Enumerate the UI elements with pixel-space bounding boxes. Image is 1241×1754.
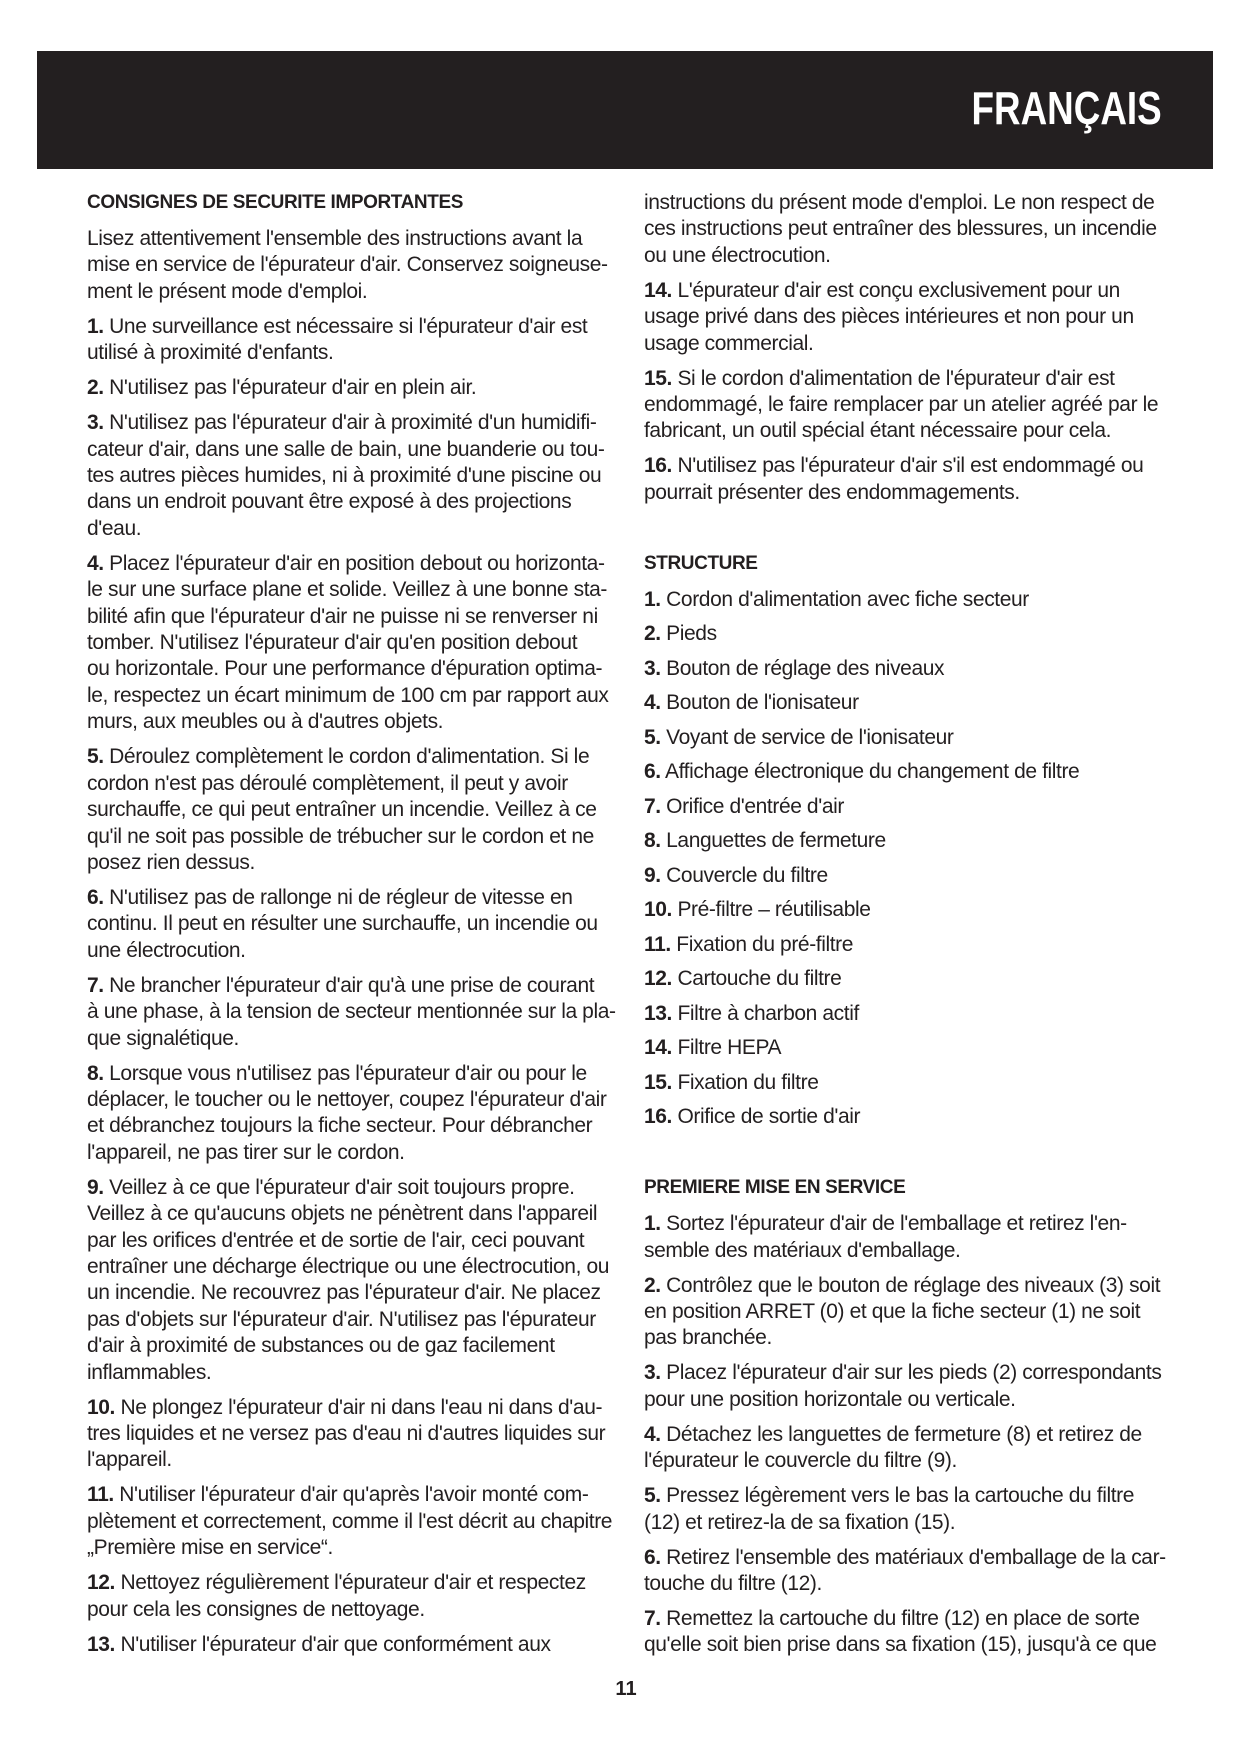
item-text: Remettez la cartouche du filtre (12) en place de sorte qu'elle soit bien prise dans sa fixation (15), jusqu'à ce que — [644, 1607, 1157, 1657]
safety-item — [87, 1482, 617, 1561]
safety-continuation-text: instructions du présent mode d'emploi. Le non respect de ces instructions peut entraîner des blessures, un incendie ou une électrocution. — [644, 191, 1157, 267]
safety-item — [87, 885, 617, 964]
item-number: 1. — [644, 587, 661, 611]
item-number: 2. — [644, 1273, 661, 1297]
item-text: L'épurateur d'air est conçu exclusivement pour un usage privé dans des pièces intérieures et non pour un usage commercial. — [644, 278, 1134, 355]
item-number: 13. — [87, 1632, 115, 1656]
first-use-step — [644, 1211, 1204, 1264]
item-text: N'utilisez pas l'épurateur d'air en plein air. — [109, 376, 477, 400]
item-number: 1. — [87, 314, 104, 338]
item-text: Orifice d'entrée d'air — [666, 794, 844, 818]
item-text: Placez l'épurateur d'air en position debout ou horizonta- le sur une surface plane et solide. Veillez à une bonne sta- bilité afin que l'épurateur d'air ne puisse ni se renverser ni tomber. N'utilisez l'épurateur d'air qu'en position debout ou horizontale. Pour une performance d'épuration optima- le, respectez un écart minimum de 100 cm par rapport aux murs, aux meubles ou à d'autres objets. — [87, 551, 609, 734]
safety-item — [644, 366, 1204, 445]
item-text: Fixation du pré-filtre — [676, 932, 854, 956]
structure-item — [644, 725, 1204, 751]
first-use-list — [644, 1211, 1204, 1659]
item-text: N'utilisez pas l'épurateur d'air à proximité d'un humidifi- cateur d'air, dans une salle de bain, une buanderie ou tou- tes autres pièces humides, ni à proximité d'une piscine ou dans un endroit pouvant être exposé à des projections d'eau. — [87, 411, 605, 540]
item-text: Filtre à charbon actif — [677, 1001, 859, 1025]
item-number: 11. — [87, 1483, 114, 1507]
item-number: 16. — [644, 454, 672, 478]
structure-item — [644, 897, 1204, 923]
right-column — [644, 190, 1204, 1659]
language-title: FRANÇAIS — [971, 82, 1162, 134]
first-use-section — [644, 1175, 1204, 1659]
safety-item — [87, 551, 617, 736]
item-number: 4. — [87, 551, 104, 575]
item-text: Voyant de service de l'ionisateur — [666, 725, 954, 749]
item-text: Pressez légèrement vers le bas la cartouche du filtre (12) et retirez-la de sa fixation (15). — [644, 1484, 1135, 1534]
structure-item — [644, 794, 1204, 820]
item-number: 14. — [644, 278, 672, 302]
safety-item — [87, 744, 617, 876]
safety-instructions-section — [87, 190, 617, 1658]
item-text: Bouton de l'ionisateur — [666, 691, 859, 715]
item-text: Orifice de sortie d'air — [677, 1105, 861, 1129]
first-use-step — [644, 1360, 1204, 1413]
safety-list-continued — [644, 278, 1204, 506]
structure-item — [644, 1070, 1204, 1096]
safety-item — [87, 1570, 617, 1623]
item-number: 12. — [87, 1571, 115, 1595]
item-text: Si le cordon d'alimentation de l'épurateur d'air est endommagé, le faire remplacer par un atelier agréé par le fabricant, un outil spécial étant nécessaire pour cela. — [644, 366, 1159, 443]
first-use-heading: PREMIERE MISE EN SERVICE — [644, 1177, 906, 1199]
item-number: 12. — [644, 967, 672, 991]
structure-item — [644, 1001, 1204, 1027]
item-number: 10. — [87, 1395, 115, 1419]
safety-heading: CONSIGNES DE SECURITE IMPORTANTES — [87, 192, 463, 213]
structure-list — [644, 587, 1204, 1131]
item-text: Languettes de fermeture — [666, 829, 886, 853]
item-number: 15. — [644, 366, 672, 390]
item-number: 7. — [644, 1607, 661, 1630]
item-text: N'utiliser l'épurateur d'air qu'après l'avoir monté com- plètement et correctement, comme il l'est décrit au chapitre „Première mise en service“. — [87, 1483, 613, 1560]
structure-item — [644, 587, 1204, 613]
item-text: Retirez l'ensemble des matériaux d'emballage de la car- touche du filtre (12). — [644, 1545, 1166, 1595]
item-number: 3. — [644, 1361, 661, 1385]
item-number: 6. — [644, 1545, 661, 1569]
first-use-step — [644, 1273, 1204, 1352]
item-text: Sortez l'épurateur d'air de l'emballage et retirez l'en- semble des matériaux d'emballage. — [644, 1212, 1127, 1262]
structure-heading: STRUCTURE — [644, 552, 758, 574]
item-number: 10. — [644, 898, 672, 922]
item-number: 3. — [644, 656, 661, 680]
item-text: Pieds — [666, 622, 717, 646]
safety-item — [87, 1395, 617, 1474]
item-number: 16. — [644, 1105, 672, 1129]
page-number: 11 — [615, 1678, 637, 1700]
structure-item — [644, 863, 1204, 889]
item-number: 8. — [644, 829, 661, 853]
safety-item — [644, 278, 1204, 357]
left-column — [87, 190, 617, 1658]
item-number: 6. — [644, 760, 661, 784]
item-number: 7. — [644, 794, 661, 818]
item-text: Ne plongez l'épurateur d'air ni dans l'eau ni dans d'au- tres liquides et ne versez pas d'eau ni d'autres liquides sur l'appareil. — [87, 1395, 606, 1472]
first-use-step — [644, 1545, 1204, 1598]
item-number: 3. — [87, 411, 104, 435]
item-text: Contrôlez que le bouton de réglage des niveaux (3) soit en position ARRET (0) et que la fiche secteur (1) ne soit pas branchée. — [644, 1273, 1161, 1350]
item-text: Lorsque vous n'utilisez pas l'épurateur d'air ou pour le déplacer, le toucher ou le nettoyer, coupez l'épurateur d'air et débranchez toujours la fiche secteur. Pour débrancher l'appareil, ne pas tirer sur le cordon. — [87, 1061, 607, 1164]
item-number: 2. — [87, 376, 104, 400]
safety-item — [644, 453, 1204, 506]
item-number: 9. — [87, 1175, 104, 1199]
item-number: 14. — [644, 1036, 672, 1060]
item-number: 11. — [644, 932, 671, 956]
structure-item — [644, 690, 1204, 716]
language-header-bar — [37, 51, 1213, 169]
structure-item — [644, 966, 1204, 992]
item-text: Veillez à ce que l'épurateur d'air soit toujours propre. Veillez à ce qu'aucuns objets ne pénètrent dans l'appareil par les orifices d'entrée et de sortie de l'air, ceci pouvant entraîner une décharge électrique ou une électrocution, ou un incendie. Ne recouvrez pas l'épurateur d'air. Ne placez pas d'objets sur l'épurateur d'air. N'utilisez pas l'épurateur d'air à proximité de substances ou de gaz facilement inflammables. — [87, 1175, 610, 1384]
first-use-step — [644, 1483, 1204, 1536]
item-text: Filtre HEPA — [677, 1036, 782, 1060]
item-text: Pré-filtre – réutilisable — [677, 898, 871, 922]
item-number: 5. — [644, 1484, 661, 1508]
item-text: N'utilisez pas l'épurateur d'air s'il est endommagé ou pourrait présenter des endommagements. — [644, 454, 1144, 504]
item-text: N'utiliser l'épurateur d'air que conformément aux — [120, 1632, 551, 1656]
item-text: Placez l'épurateur d'air sur les pieds (2) correspondants pour une position horizontale ou verticale. — [644, 1361, 1162, 1411]
item-number: 1. — [644, 1212, 661, 1236]
safety-item — [87, 410, 617, 542]
item-text: Bouton de réglage des niveaux — [666, 656, 945, 680]
structure-item — [644, 656, 1204, 682]
item-text: Une surveillance est nécessaire si l'épurateur d'air est utilisé à proximité d'enfants. — [87, 314, 588, 365]
item-number: 4. — [644, 691, 661, 715]
item-number: 5. — [87, 745, 104, 769]
item-text: Cartouche du filtre — [677, 967, 842, 991]
safety-list — [87, 314, 617, 1658]
safety-item — [87, 314, 617, 367]
structure-item — [644, 1104, 1204, 1130]
item-text: Cordon d'alimentation avec fiche secteur — [666, 587, 1029, 611]
structure-item — [644, 759, 1204, 785]
safety-item — [87, 1175, 617, 1386]
item-text: Nettoyez régulièrement l'épurateur d'air et respectez pour cela les consignes de nettoyage. — [87, 1571, 586, 1621]
item-number: 15. — [644, 1070, 672, 1094]
item-number: 7. — [87, 973, 104, 997]
item-number: 9. — [644, 863, 661, 887]
first-use-step — [644, 1422, 1204, 1475]
safety-item — [87, 1632, 617, 1658]
safety-instructions-continued — [644, 190, 1204, 506]
item-text: Déroulez complètement le cordon d'alimentation. Si le cordon n'est pas déroulé complètement, il peut y avoir surchauffe, ce qui peut entraîner un incendie. Veillez à ce qu'il ne soit pas possible de trébucher sur le cordon et ne posez rien dessus. — [87, 745, 597, 874]
item-number: 5. — [644, 725, 661, 749]
structure-section — [644, 551, 1204, 1131]
safety-item — [87, 1061, 617, 1167]
safety-item — [87, 973, 617, 1052]
safety-item — [87, 375, 617, 401]
structure-item — [644, 1035, 1204, 1061]
item-number: 4. — [644, 1422, 661, 1446]
structure-item — [644, 621, 1204, 647]
first-use-step — [644, 1606, 1204, 1659]
item-number: 8. — [87, 1061, 104, 1085]
item-text: N'utilisez pas de rallonge ni de régleur de vitesse en continu. Il peut en résulter une surchauffe, un incendie ou une électrocution. — [87, 885, 598, 962]
item-text: Couvercle du filtre — [666, 863, 828, 887]
item-number: 2. — [644, 622, 661, 646]
structure-item — [644, 828, 1204, 854]
item-text: Ne brancher l'épurateur d'air qu'à une prise de courant à une phase, à la tension de secteur mentionnée sur la pla- que signalétique. — [87, 973, 616, 1050]
item-number: 13. — [644, 1001, 672, 1025]
structure-item — [644, 932, 1204, 958]
item-number: 6. — [87, 885, 104, 909]
safety-intro: Lisez attentivement l'ensemble des instructions avant la mise en service de l'épurateur d'air. Conservez soigneuse- ment le présent mode d'emploi. — [87, 227, 608, 303]
item-text: Fixation du filtre — [677, 1070, 819, 1094]
item-text: Affichage électronique du changement de filtre — [665, 760, 1080, 784]
item-text: Détachez les languettes de fermeture (8) et retirez de l'épurateur le couvercle du filtre (9). — [644, 1422, 1142, 1473]
